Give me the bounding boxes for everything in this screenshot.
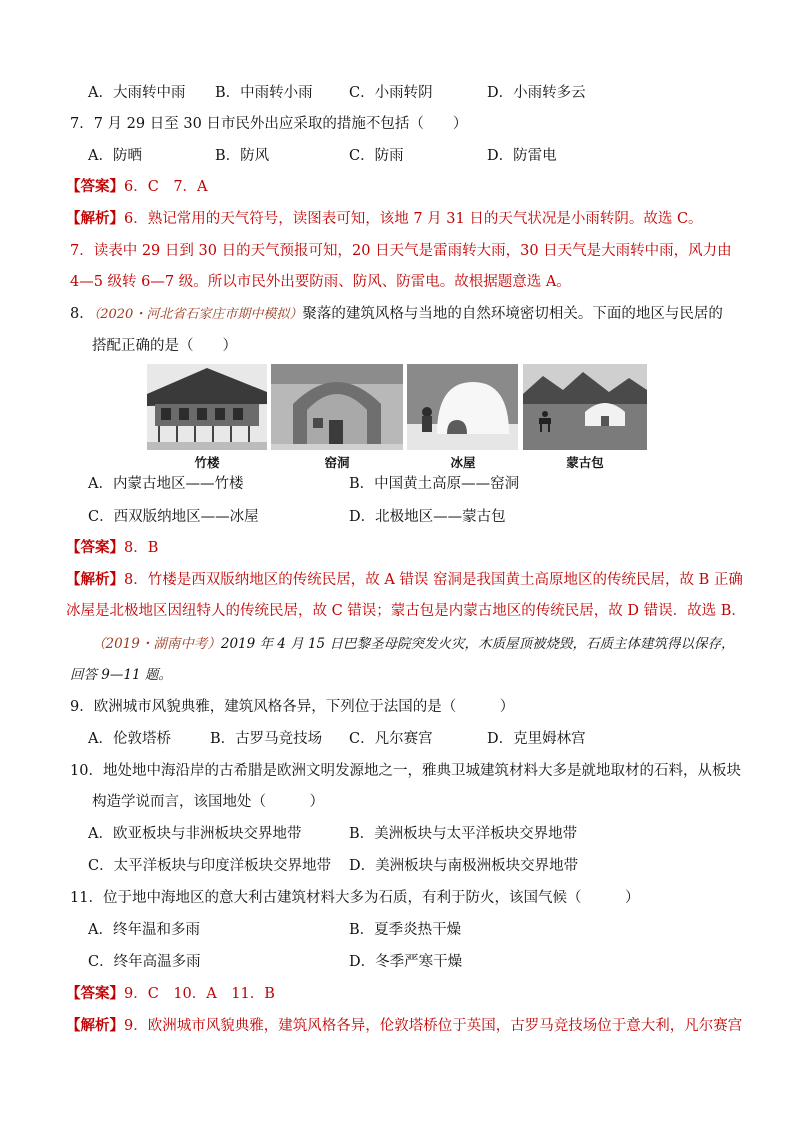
q11-option-c: C．终年高温多雨 (88, 954, 201, 970)
analysis-6-7-line2: 7．读表中 29 日到 30 日的天气预报可知，20 日天气是雷雨转大雨，30 日天气是大雨转中雨，风力由 (70, 243, 732, 259)
q10-option-a: A．欧亚板块与非洲板块交界地带 (88, 826, 302, 842)
q8-option-d: D．北极地区——蒙古包 (349, 509, 506, 525)
analysis-text: 9．欧洲城市风貌典雅，建筑风格各异，伦敦塔桥位于英国，古罗马竞技场位于意大利，凡尔赛宫 (124, 1018, 743, 1034)
q7-stem: 7．7 月 29 日至 30 日市民外出应采取的措施不包括（ ） (70, 116, 468, 132)
q8-stem-a: 聚落的建筑风格与当地的自然环境密切相关。下面的地区与民居的 (302, 306, 723, 322)
analysis-tag: 【解析】 (66, 571, 124, 588)
analysis-text: 6．熟记常用的天气符号，读图表可知，该地 7 月 31 日的天气状况是小雨转阴。故选 C。 (124, 211, 703, 227)
cave-dwelling-photo (271, 364, 403, 450)
q6-option-a: A．大雨转中雨 (88, 85, 186, 101)
analysis-8-line2: 冰屋是北极地区因纽特人的传统民居，故 C 错误；蒙古包是内蒙古地区的传统民居，故 D 错误．故选 B． (66, 603, 746, 619)
q11-option-b: B．夏季炎热干燥 (349, 922, 462, 938)
q10-option-b: B．美洲板块与太平洋板块交界地带 (349, 826, 578, 842)
q8-option-b: B．中国黄土高原——窑洞 (349, 476, 520, 492)
answer-6-7 (66, 177, 208, 197)
analysis-text: 8．竹楼是西双版纳地区的传统民居，故 A 错误 窑洞是我国黄土高原地区的传统民居，故 B 正确 (124, 572, 743, 588)
q7-option-b: B．防风 (215, 148, 270, 164)
bamboo-house-photo (147, 364, 267, 450)
q8-stem-line1 (70, 304, 723, 325)
answer-text: 9．C 10．A 11．B (124, 986, 275, 1002)
passage-line2: 回答 9—11 题。 (70, 667, 172, 683)
q10-stem-line1: 10．地处地中海沿岸的古希腊是欧洲文明发源地之一，雅典卫城建筑材料大多是就地取材的石料，从板块 (70, 763, 741, 779)
passage-source: （2019・湖南中考） (92, 636, 221, 652)
q10-option-c: C．太平洋板块与印度洋板块交界地带 (88, 858, 332, 874)
q11-option-d: D．冬季严寒干燥 (349, 954, 463, 970)
answer-tag: 【答案】 (66, 985, 124, 1002)
q9-option-b: B．古罗马竞技场 (210, 731, 323, 747)
yurt-photo (523, 364, 647, 450)
answer-tag: 【答案】 (66, 178, 124, 195)
analysis-tag: 【解析】 (66, 1017, 124, 1034)
caption-yurt: 蒙古包 (566, 455, 604, 470)
answer-tag: 【答案】 (66, 539, 124, 556)
q9-option-a: A．伦敦塔桥 (88, 731, 171, 747)
q7-option-a: A．防晒 (88, 148, 142, 164)
analysis-6-7-line3: 4—5 级转 6—7 级。所以市民外出要防雨、防风、防雷电。故根据题意选 A。 (70, 274, 571, 290)
q9-option-d: D．克里姆林宫 (487, 731, 586, 747)
q6-option-c: C．小雨转阴 (349, 85, 433, 101)
q9-option-c: C．凡尔赛宫 (349, 731, 433, 747)
analysis-8-line1 (66, 570, 743, 590)
analysis-6-7-line1 (66, 209, 703, 229)
q7-option-d: D．防雷电 (487, 148, 557, 164)
q7-option-c: C．防雨 (349, 148, 404, 164)
q8-source: （2020・河北省石家庄市期中模拟） (93, 307, 303, 322)
analysis-9-11-line1 (66, 1016, 742, 1036)
q8-option-c: C．西双版纳地区——冰屋 (88, 509, 259, 525)
q10-stem-line2: 构造学说而言，该国地处（ ） (92, 794, 324, 810)
q8-option-a: A．内蒙古地区——竹楼 (88, 476, 244, 492)
q11-option-a: A．终年温和多雨 (88, 922, 200, 938)
answer-9-11 (66, 984, 275, 1004)
q8-number: 8． (70, 306, 94, 322)
answer-8 (66, 538, 158, 558)
igloo-photo (407, 364, 518, 450)
q9-stem: 9．欧洲城市风貌典雅，建筑风格各异，下列位于法国的是（ ） (70, 699, 515, 715)
passage-text: 2019 年 4 月 15 日巴黎圣母院突发火灾，木质屋顶被烧毁，石质主体建筑得以保存， (220, 636, 735, 652)
q11-stem: 11．位于地中海地区的意大利古建筑材料大多为石质，有利于防火，该国气候（ ） (70, 890, 640, 906)
q6-option-d: D．小雨转多云 (487, 85, 586, 101)
passage-line1 (92, 634, 734, 654)
answer-text: 8．B (124, 540, 159, 556)
q8-stem-line2: 搭配正确的是（ ） (92, 338, 237, 354)
caption-igloo: 冰屋 (450, 455, 476, 470)
caption-bamboo-house: 竹楼 (194, 455, 220, 470)
analysis-tag: 【解析】 (66, 210, 124, 227)
answer-text: 6．C 7．A (124, 179, 208, 195)
q6-option-b: B．中雨转小雨 (215, 85, 313, 101)
q10-option-d: D．美洲板块与南极洲板块交界地带 (349, 858, 579, 874)
caption-cave-dwelling: 窑洞 (324, 455, 350, 470)
